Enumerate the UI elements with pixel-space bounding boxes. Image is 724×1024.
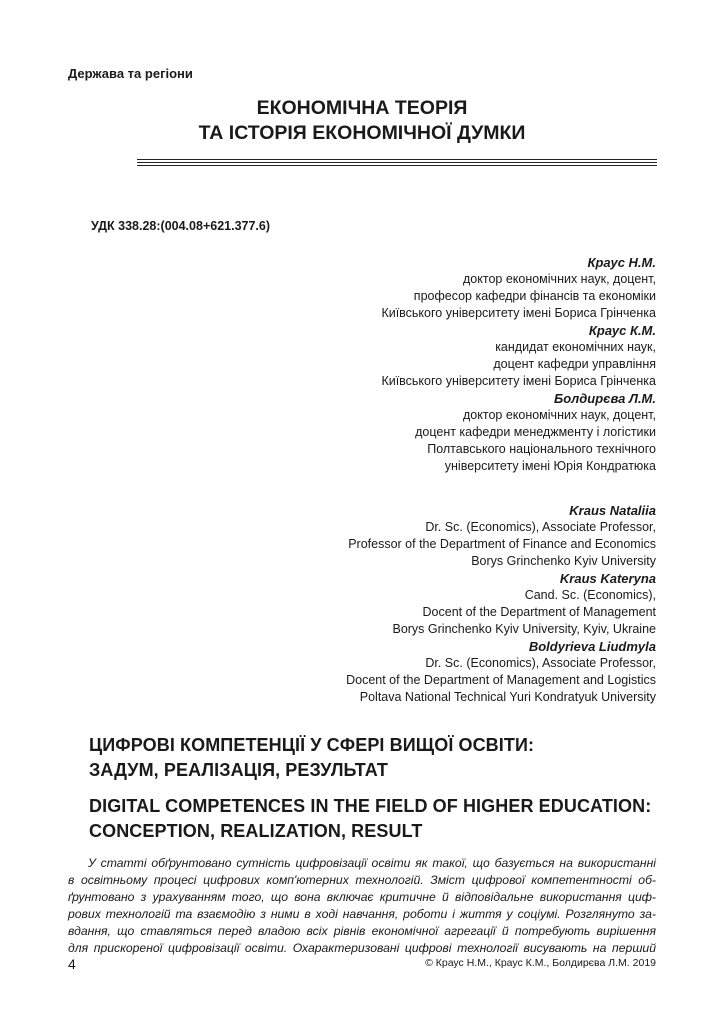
author-name: Kraus Nataliia — [569, 503, 656, 518]
section-title-line-1: ЕКОНОМІЧНА ТЕОРІЯ — [256, 97, 468, 119]
author-affiliation-line: Borys Grinchenko Kyiv University, Kyiv, Ukraine — [392, 622, 656, 636]
author-affiliation-line: Dr. Sc. (Economics), Associate Professor, — [425, 520, 656, 534]
title-rule-1 — [137, 159, 657, 160]
title-line: ЦИФРОВІ КОМПЕТЕНЦІЇ У СФЕРІ ВИЩОЇ ОСВІТИ: — [89, 735, 535, 755]
author-affiliation-line: Borys Grinchenko Kyiv University — [471, 554, 656, 568]
abstract-line: У статті обґрунтовано сутність цифровізації освіти як такої, що базується на використанні — [88, 856, 656, 870]
author-affiliation-line: Cand. Sc. (Economics), — [524, 588, 656, 602]
author-affiliation-line: кандидат економічних наук, — [495, 340, 656, 354]
abstract-line: вдання, що ставляться перед владою всіх рівнів економічної агрегації й потребують вирішення — [68, 924, 656, 938]
author-affiliation-line: Dr. Sc. (Economics), Associate Professor, — [425, 656, 656, 670]
authors-english — [346, 502, 656, 706]
section-title — [0, 96, 724, 146]
author-name: Kraus Kateryna — [559, 571, 656, 586]
author-name: Краус К.М. — [588, 323, 656, 338]
author-affiliation-line: доцент кафедри менеджменту і логістики — [415, 425, 656, 439]
author-affiliation-line: Poltava National Technical Yuri Kondratyuk University — [359, 690, 656, 704]
paper-title-english — [89, 794, 689, 844]
author-affiliation-line: доктор економічних наук, доцент, — [463, 272, 656, 286]
abstract-line: в освітньому процесі цифрових комп'ютерних технологій. Зміст цифрової компетентності об- — [68, 873, 656, 887]
paper-title-ukrainian — [89, 733, 689, 783]
udk-code: УДК 338.28:(004.08+621.377.6) — [91, 219, 271, 233]
abstract — [68, 855, 656, 957]
title-rule-2 — [137, 162, 657, 163]
section-title-line-2: ТА ІСТОРІЯ ЕКОНОМІЧНОЇ ДУМКИ — [198, 122, 526, 144]
running-header: Держава та регіони — [68, 66, 193, 81]
author-name: Краус Н.М. — [587, 255, 656, 270]
author-name: Болдирєва Л.М. — [554, 391, 656, 406]
abstract-line: для прискореної цифровізації освіти. Охарактеризовані цифрові технології висувають на перший — [68, 941, 656, 955]
abstract-line: ґрунтовано з урахуванням того, що вона включає критичне й відповідальне використання циф- — [68, 890, 656, 904]
author-name: Boldyrieva Liudmyla — [528, 639, 656, 654]
author-affiliation-line: Professor of the Department of Finance and Economics — [348, 537, 656, 551]
title-line: DIGITAL COMPETENCES IN THE FIELD OF HIGHER EDUCATION: — [89, 796, 652, 816]
authors-ukrainian — [381, 254, 656, 475]
author-affiliation-line: Полтавського національного технічного — [427, 442, 656, 456]
page-number: 4 — [68, 956, 76, 972]
author-affiliation-line: Docent of the Department of Management — [422, 605, 656, 619]
abstract-line: рових технологій та взаємодію з ними в ході навчання, роботи і життя у соціумі. Розглянуто за- — [68, 907, 656, 921]
author-affiliation-line: доцент кафедри управління — [493, 357, 656, 371]
author-affiliation-line: доктор економічних наук, доцент, — [463, 408, 656, 422]
author-affiliation-line: Київського університету імені Бориса Грінченка — [381, 374, 656, 388]
author-affiliation-line: Київського університету імені Бориса Грінченка — [381, 306, 656, 320]
title-line: CONCEPTION, REALIZATION, RESULT — [89, 821, 423, 841]
author-affiliation-line: Docent of the Department of Management and Logistics — [346, 673, 656, 687]
copyright-notice: © Краус Н.М., Краус К.М., Болдирєва Л.М. 2019 — [425, 957, 656, 969]
title-rule-3 — [137, 165, 657, 166]
author-affiliation-line: університету імені Юрія Кондратюка — [444, 459, 656, 473]
author-affiliation-line: професор кафедри фінансів та економіки — [413, 289, 656, 303]
title-line: ЗАДУМ, РЕАЛІЗАЦІЯ, РЕЗУЛЬТАТ — [89, 760, 389, 780]
